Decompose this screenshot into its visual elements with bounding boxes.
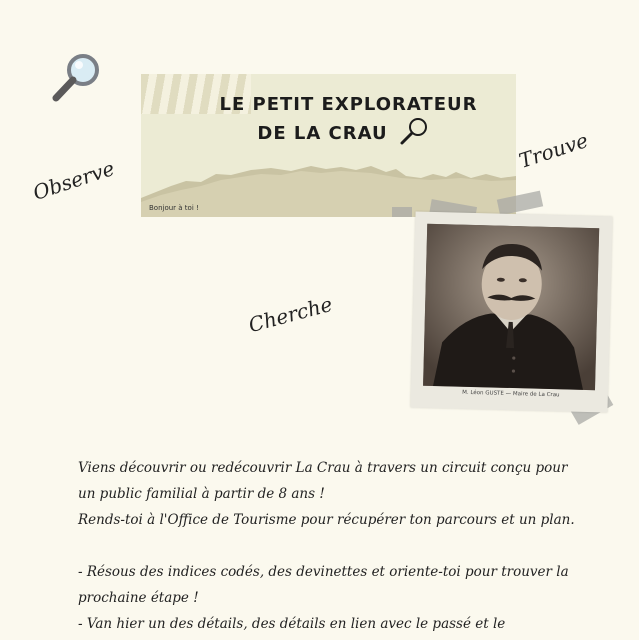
banner-title-line2: DE LA CRAU bbox=[257, 123, 388, 144]
body-line-5: prochaine étape ! bbox=[78, 590, 199, 606]
photo-caption: M. Léon GUSTE — Maire de La Crau bbox=[462, 389, 560, 399]
title-banner bbox=[141, 74, 516, 217]
word-cherche: Cherche bbox=[246, 291, 335, 338]
tape-banner-bottom bbox=[392, 207, 412, 217]
paragraph-gap bbox=[78, 533, 578, 559]
description-text bbox=[78, 455, 578, 637]
body-line-4: - Résous des indices codés, des devinettes et oriente-toi pour trouver la bbox=[78, 564, 569, 580]
portrait-image bbox=[423, 224, 599, 390]
magnifying-glass-icon bbox=[48, 48, 108, 108]
body-line-6: - Van hier un des détails, des détails en lien avec le passé et le bbox=[78, 616, 506, 632]
small-magnifier-icon bbox=[399, 116, 429, 146]
body-line-2: un public familial à partir de 8 ans ! bbox=[78, 486, 325, 502]
portrait-photo bbox=[410, 211, 612, 412]
body-line-1: Viens découvrir ou redécouvrir La Crau à travers un circuit conçu pour bbox=[78, 460, 568, 476]
banner-title-line1: LE PETIT EXPLORATEUR bbox=[219, 94, 478, 115]
word-observe: Observe bbox=[30, 156, 118, 205]
word-trouve: Trouve bbox=[516, 128, 591, 173]
body-line-3: Rends-toi à l'Office de Tourisme pour récupérer ton parcours et un plan. bbox=[78, 512, 575, 528]
banner-greeting: Bonjour à toi ! bbox=[149, 204, 199, 212]
